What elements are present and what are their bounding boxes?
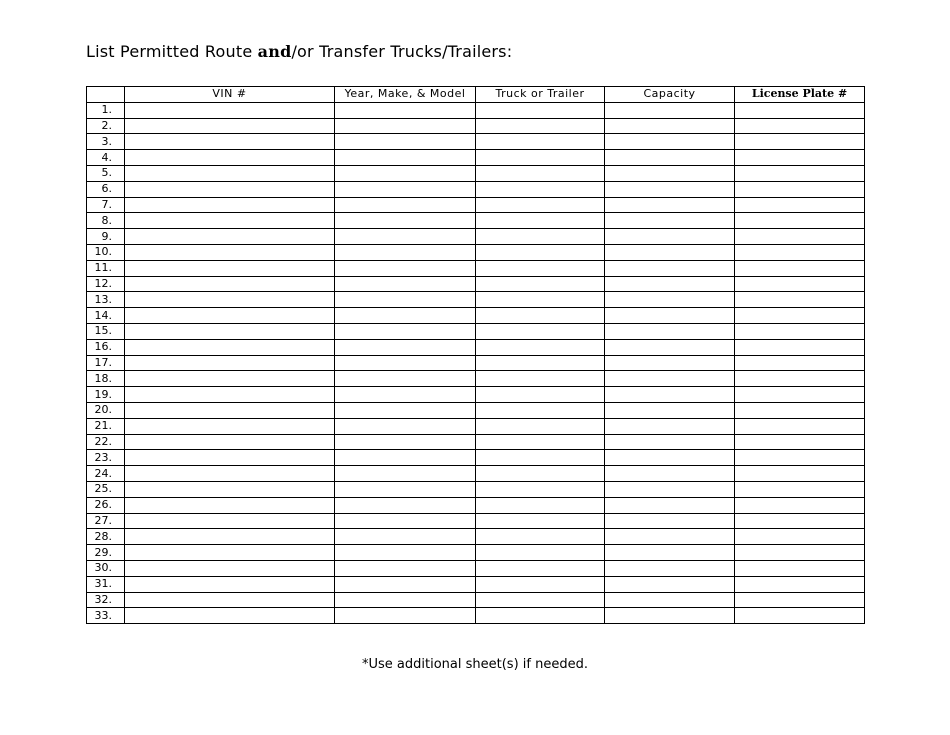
table-row [87, 513, 865, 529]
row-number: 5. [87, 165, 125, 181]
table-row [87, 260, 865, 276]
title-bold-and: and [257, 42, 292, 61]
license-plate-cell[interactable] [735, 134, 865, 150]
truck-or-trailer-cell[interactable] [476, 608, 605, 624]
vin-cell[interactable] [125, 292, 335, 308]
table-header-row [87, 87, 865, 103]
year-make-model-cell[interactable] [335, 197, 476, 213]
truck-or-trailer-cell[interactable] [476, 244, 605, 260]
year-make-model-cell[interactable] [335, 387, 476, 403]
vin-cell[interactable] [125, 387, 335, 403]
year-make-model-cell[interactable] [335, 229, 476, 245]
year-make-model-cell[interactable] [335, 339, 476, 355]
truck-or-trailer-cell[interactable] [476, 545, 605, 561]
capacity-header: Capacity [605, 87, 735, 103]
capacity-cell[interactable] [605, 450, 735, 466]
table-row [87, 229, 865, 245]
truck-or-trailer-cell[interactable] [476, 387, 605, 403]
row-number: 32. [87, 592, 125, 608]
year-make-model-cell[interactable] [335, 244, 476, 260]
truck-or-trailer-cell[interactable] [476, 292, 605, 308]
table-row [87, 418, 865, 434]
vin-cell[interactable] [125, 355, 335, 371]
vin-cell[interactable] [125, 434, 335, 450]
truck-or-trailer-cell[interactable] [476, 276, 605, 292]
truck-or-trailer-cell[interactable] [476, 308, 605, 324]
license-plate-cell[interactable] [735, 371, 865, 387]
vin-cell[interactable] [125, 529, 335, 545]
table-row [87, 197, 865, 213]
row-number: 33. [87, 608, 125, 624]
year-make-model-header: Year, Make, & Model [335, 87, 476, 103]
capacity-cell[interactable] [605, 260, 735, 276]
table-row [87, 576, 865, 592]
year-make-model-cell[interactable] [335, 513, 476, 529]
row-number: 8. [87, 213, 125, 229]
vin-cell[interactable] [125, 608, 335, 624]
truck-or-trailer-cell[interactable] [476, 339, 605, 355]
license-plate-cell[interactable] [735, 402, 865, 418]
capacity-cell[interactable] [605, 387, 735, 403]
year-make-model-cell[interactable] [335, 402, 476, 418]
vin-cell[interactable] [125, 197, 335, 213]
license-plate-cell[interactable] [735, 339, 865, 355]
row-number: 23. [87, 450, 125, 466]
truck-or-trailer-cell[interactable] [476, 560, 605, 576]
row-number: 3. [87, 134, 125, 150]
truck-or-trailer-header: Truck or Trailer [476, 87, 605, 103]
capacity-cell[interactable] [605, 529, 735, 545]
vin-cell[interactable] [125, 276, 335, 292]
title-part2: /or Transfer Trucks/Trailers: [291, 42, 513, 61]
table-row [87, 529, 865, 545]
page-title [86, 42, 512, 61]
table-row [87, 371, 865, 387]
table-row [87, 276, 865, 292]
vin-cell[interactable] [125, 229, 335, 245]
year-make-model-cell[interactable] [335, 276, 476, 292]
license-plate-cell[interactable] [735, 387, 865, 403]
row-number: 19. [87, 387, 125, 403]
year-make-model-cell[interactable] [335, 118, 476, 134]
license-plate-cell[interactable] [735, 608, 865, 624]
capacity-cell[interactable] [605, 229, 735, 245]
truck-or-trailer-cell[interactable] [476, 592, 605, 608]
license-plate-cell[interactable] [735, 260, 865, 276]
truck-or-trailer-cell[interactable] [476, 134, 605, 150]
row-number: 12. [87, 276, 125, 292]
row-number-header [87, 87, 125, 103]
year-make-model-cell[interactable] [335, 134, 476, 150]
license-plate-cell[interactable] [735, 355, 865, 371]
vin-cell[interactable] [125, 371, 335, 387]
table-row [87, 181, 865, 197]
year-make-model-cell[interactable] [335, 323, 476, 339]
row-number: 21. [87, 418, 125, 434]
license-plate-cell[interactable] [735, 529, 865, 545]
year-make-model-cell[interactable] [335, 418, 476, 434]
truck-or-trailer-cell[interactable] [476, 213, 605, 229]
year-make-model-cell[interactable] [335, 308, 476, 324]
vin-cell[interactable] [125, 118, 335, 134]
license-plate-cell[interactable] [735, 434, 865, 450]
trucks-table [86, 86, 865, 624]
capacity-cell[interactable] [605, 608, 735, 624]
license-plate-cell[interactable] [735, 165, 865, 181]
truck-or-trailer-cell[interactable] [476, 323, 605, 339]
capacity-cell[interactable] [605, 118, 735, 134]
truck-or-trailer-cell[interactable] [476, 576, 605, 592]
year-make-model-cell[interactable] [335, 608, 476, 624]
truck-or-trailer-cell[interactable] [476, 418, 605, 434]
vin-cell[interactable] [125, 545, 335, 561]
row-number: 31. [87, 576, 125, 592]
license-plate-cell[interactable] [735, 513, 865, 529]
table-row [87, 118, 865, 134]
vin-cell[interactable] [125, 576, 335, 592]
license-plate-cell[interactable] [735, 308, 865, 324]
table-row [87, 481, 865, 497]
truck-or-trailer-cell[interactable] [476, 165, 605, 181]
table-row [87, 244, 865, 260]
truck-or-trailer-cell[interactable] [476, 260, 605, 276]
capacity-cell[interactable] [605, 545, 735, 561]
truck-or-trailer-cell[interactable] [476, 102, 605, 118]
capacity-cell[interactable] [605, 576, 735, 592]
row-number: 17. [87, 355, 125, 371]
row-number: 16. [87, 339, 125, 355]
row-number: 11. [87, 260, 125, 276]
vin-cell[interactable] [125, 592, 335, 608]
vin-cell[interactable] [125, 450, 335, 466]
capacity-cell[interactable] [605, 308, 735, 324]
vin-cell[interactable] [125, 134, 335, 150]
capacity-cell[interactable] [605, 592, 735, 608]
row-number: 20. [87, 402, 125, 418]
table-row [87, 339, 865, 355]
capacity-cell[interactable] [605, 102, 735, 118]
table-row [87, 150, 865, 166]
row-number: 2. [87, 118, 125, 134]
truck-or-trailer-cell[interactable] [476, 402, 605, 418]
title-part1: List Permitted Route [86, 42, 258, 61]
license-plate-cell[interactable] [735, 244, 865, 260]
vin-cell[interactable] [125, 513, 335, 529]
row-number: 18. [87, 371, 125, 387]
vin-cell[interactable] [125, 323, 335, 339]
table-row [87, 213, 865, 229]
capacity-cell[interactable] [605, 355, 735, 371]
table-row [87, 466, 865, 482]
row-number: 25. [87, 481, 125, 497]
row-number: 28. [87, 529, 125, 545]
year-make-model-cell[interactable] [335, 181, 476, 197]
license-plate-cell[interactable] [735, 418, 865, 434]
license-plate-cell[interactable] [735, 292, 865, 308]
table-row [87, 592, 865, 608]
row-number: 29. [87, 545, 125, 561]
table-row [87, 308, 865, 324]
row-number: 1. [87, 102, 125, 118]
year-make-model-cell[interactable] [335, 260, 476, 276]
table-row [87, 165, 865, 181]
capacity-cell[interactable] [605, 134, 735, 150]
table-row [87, 608, 865, 624]
license-plate-cell[interactable] [735, 592, 865, 608]
capacity-cell[interactable] [605, 244, 735, 260]
row-number: 13. [87, 292, 125, 308]
capacity-cell[interactable] [605, 181, 735, 197]
capacity-cell[interactable] [605, 276, 735, 292]
truck-or-trailer-cell[interactable] [476, 197, 605, 213]
capacity-cell[interactable] [605, 165, 735, 181]
table-row [87, 292, 865, 308]
table-row [87, 387, 865, 403]
table-row [87, 355, 865, 371]
license-plate-cell[interactable] [735, 560, 865, 576]
row-number: 24. [87, 466, 125, 482]
license-plate-cell[interactable] [735, 497, 865, 513]
row-number: 9. [87, 229, 125, 245]
truck-or-trailer-cell[interactable] [476, 450, 605, 466]
vin-cell[interactable] [125, 402, 335, 418]
table-row [87, 102, 865, 118]
row-number: 22. [87, 434, 125, 450]
year-make-model-cell[interactable] [335, 481, 476, 497]
year-make-model-cell[interactable] [335, 560, 476, 576]
vin-cell[interactable] [125, 308, 335, 324]
truck-or-trailer-cell[interactable] [476, 181, 605, 197]
vin-cell[interactable] [125, 260, 335, 276]
vin-cell[interactable] [125, 339, 335, 355]
year-make-model-cell[interactable] [335, 576, 476, 592]
truck-or-trailer-cell[interactable] [476, 466, 605, 482]
truck-or-trailer-cell[interactable] [476, 529, 605, 545]
license-plate-cell[interactable] [735, 197, 865, 213]
capacity-cell[interactable] [605, 434, 735, 450]
license-plate-cell[interactable] [735, 150, 865, 166]
capacity-cell[interactable] [605, 213, 735, 229]
truck-or-trailer-cell[interactable] [476, 497, 605, 513]
truck-or-trailer-cell[interactable] [476, 118, 605, 134]
year-make-model-cell[interactable] [335, 545, 476, 561]
license-plate-cell[interactable] [735, 276, 865, 292]
year-make-model-cell[interactable] [335, 434, 476, 450]
truck-or-trailer-cell[interactable] [476, 434, 605, 450]
table-row [87, 560, 865, 576]
capacity-cell[interactable] [605, 466, 735, 482]
capacity-cell[interactable] [605, 402, 735, 418]
row-number: 30. [87, 560, 125, 576]
capacity-cell[interactable] [605, 339, 735, 355]
year-make-model-cell[interactable] [335, 371, 476, 387]
year-make-model-cell[interactable] [335, 213, 476, 229]
table-row [87, 434, 865, 450]
capacity-cell[interactable] [605, 481, 735, 497]
vin-cell[interactable] [125, 497, 335, 513]
row-number: 7. [87, 197, 125, 213]
row-number: 10. [87, 244, 125, 260]
capacity-cell[interactable] [605, 497, 735, 513]
table-row [87, 497, 865, 513]
year-make-model-cell[interactable] [335, 450, 476, 466]
vin-cell[interactable] [125, 102, 335, 118]
table-row [87, 402, 865, 418]
vin-cell[interactable] [125, 481, 335, 497]
year-make-model-cell[interactable] [335, 150, 476, 166]
table-row [87, 323, 865, 339]
truck-or-trailer-cell[interactable] [476, 229, 605, 245]
license-plate-header: License Plate # [735, 87, 865, 103]
year-make-model-cell[interactable] [335, 165, 476, 181]
row-number: 6. [87, 181, 125, 197]
truck-or-trailer-cell[interactable] [476, 355, 605, 371]
vin-cell[interactable] [125, 244, 335, 260]
license-plate-cell[interactable] [735, 213, 865, 229]
footnote: *Use additional sheet(s) if needed. [362, 657, 588, 672]
table-row [87, 450, 865, 466]
license-plate-cell[interactable] [735, 102, 865, 118]
capacity-cell[interactable] [605, 292, 735, 308]
capacity-cell[interactable] [605, 513, 735, 529]
table-row [87, 134, 865, 150]
license-plate-cell[interactable] [735, 118, 865, 134]
license-plate-cell[interactable] [735, 229, 865, 245]
row-number: 4. [87, 150, 125, 166]
vin-cell[interactable] [125, 418, 335, 434]
vin-cell[interactable] [125, 213, 335, 229]
capacity-cell[interactable] [605, 323, 735, 339]
license-plate-cell[interactable] [735, 576, 865, 592]
vin-header: VIN # [125, 87, 335, 103]
table-row [87, 545, 865, 561]
capacity-cell[interactable] [605, 371, 735, 387]
vin-cell[interactable] [125, 560, 335, 576]
year-make-model-cell[interactable] [335, 497, 476, 513]
capacity-cell[interactable] [605, 150, 735, 166]
vin-cell[interactable] [125, 150, 335, 166]
row-number: 15. [87, 323, 125, 339]
truck-or-trailer-cell[interactable] [476, 481, 605, 497]
row-number: 14. [87, 308, 125, 324]
year-make-model-cell[interactable] [335, 592, 476, 608]
truck-or-trailer-cell[interactable] [476, 513, 605, 529]
year-make-model-cell[interactable] [335, 529, 476, 545]
vin-cell[interactable] [125, 181, 335, 197]
license-plate-cell[interactable] [735, 450, 865, 466]
row-number: 26. [87, 497, 125, 513]
row-number: 27. [87, 513, 125, 529]
year-make-model-cell[interactable] [335, 102, 476, 118]
year-make-model-cell[interactable] [335, 292, 476, 308]
vin-cell[interactable] [125, 466, 335, 482]
capacity-cell[interactable] [605, 560, 735, 576]
year-make-model-cell[interactable] [335, 355, 476, 371]
capacity-cell[interactable] [605, 418, 735, 434]
truck-or-trailer-cell[interactable] [476, 150, 605, 166]
year-make-model-cell[interactable] [335, 466, 476, 482]
license-plate-cell[interactable] [735, 323, 865, 339]
license-plate-cell[interactable] [735, 181, 865, 197]
table-body [87, 102, 865, 623]
license-plate-cell[interactable] [735, 481, 865, 497]
vin-cell[interactable] [125, 165, 335, 181]
capacity-cell[interactable] [605, 197, 735, 213]
license-plate-cell[interactable] [735, 545, 865, 561]
truck-or-trailer-cell[interactable] [476, 371, 605, 387]
license-plate-cell[interactable] [735, 466, 865, 482]
